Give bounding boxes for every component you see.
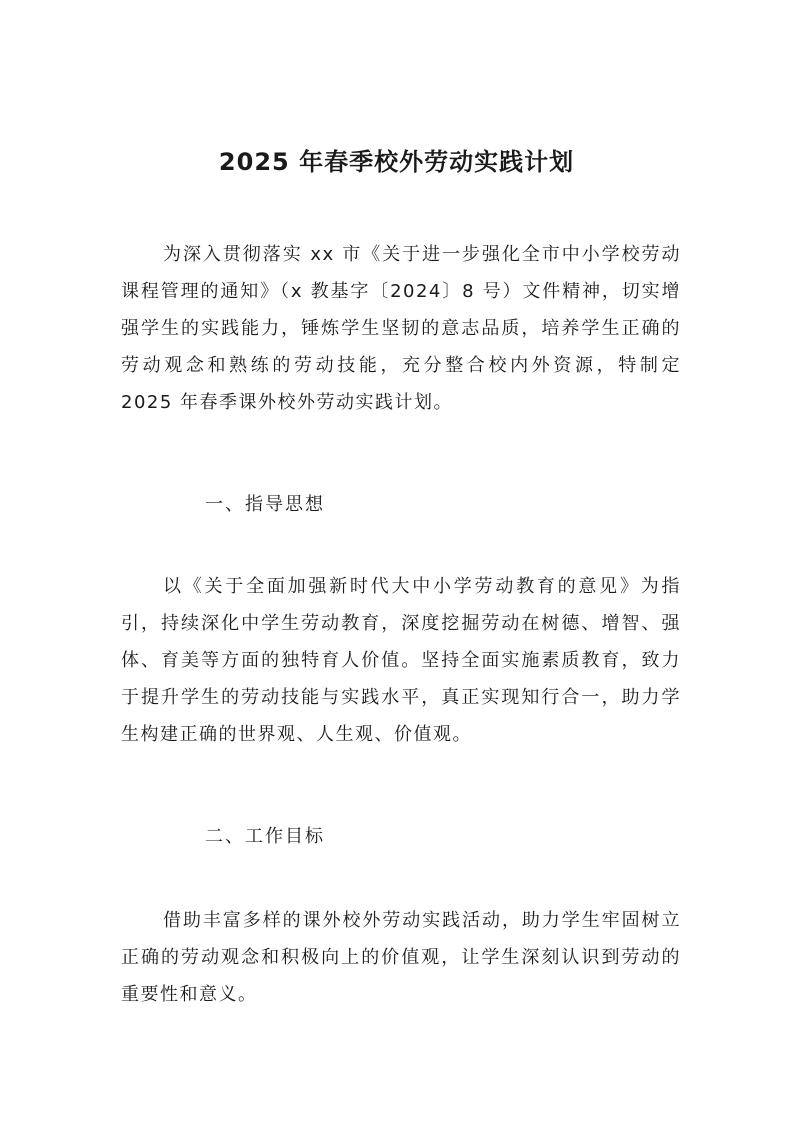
section-heading-work-goals: 二、工作目标 [205,826,325,847]
document-title: 2025 年春季校外劳动实践计划 [218,148,575,177]
work-goals-paragraph: 借助丰富多样的课外校外劳动实践活动，助力学生牢固树立正确的劳动观念和积极向上的价值观，让学生深刻认识到劳动的重要性和意义。 [121,910,681,1005]
intro-paragraph: 为深入贯彻落实 xx 市《关于进一步强化全市中小学校劳动课程管理的通知》（x 教基字〔2024〕8 号）文件精神，切实增强学生的实践能力，锤炼学生坚韧的意志品质，培养学生正确的劳动观念和熟练的劳动技能，充分整合校内外资源，特制定 2025 年春季课外校外劳动实践计划。 [121,244,681,413]
guiding-ideology-paragraph: 以《关于全面加强新时代大中小学劳动教育的意见》为指引，持续深化中学生劳动教育，深度挖掘劳动在树德、增智、强体、育美等方面的独特育人价值。坚持全面实施素质教育，致力于提升学生的劳动技能与实践水平，真正实现知行合一，助力学生构建正确的世界观、人生观、价值观。 [121,576,681,745]
section-heading-guiding-ideology: 一、指导思想 [205,494,325,515]
